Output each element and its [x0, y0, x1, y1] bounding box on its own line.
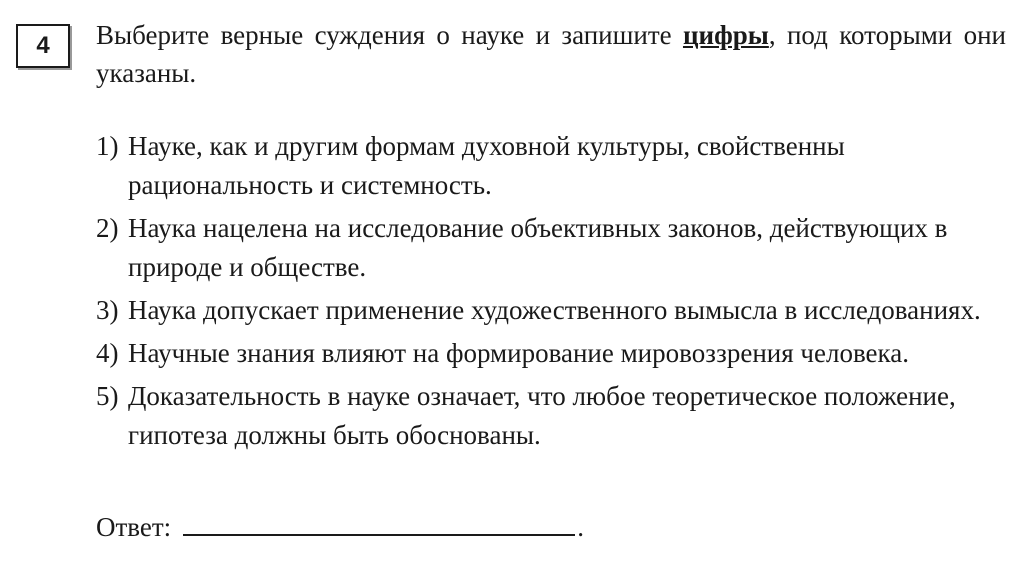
option-item-3 [96, 291, 1012, 330]
stem-text-before: Выберите верные суждения о науке и запишите [96, 20, 683, 50]
options-list [96, 127, 1012, 459]
question-number: 4 [36, 32, 50, 59]
option-text: Науке, как и другим формам духовной культуры, свойственны рациональность и системность. [128, 131, 845, 200]
stem-text-after: , под которыми они указаны. [96, 20, 1006, 88]
answer-row [96, 508, 584, 546]
answer-end-period: . [577, 512, 584, 542]
option-number: 1) [96, 131, 119, 161]
question-number-box [16, 24, 70, 68]
option-item-5 [96, 377, 1012, 455]
answer-blank-field[interactable] [183, 508, 575, 536]
stem-keyword: цифры [682, 20, 769, 50]
option-number: 3) [96, 295, 119, 325]
option-text: Наука нацелена на исследование объективных законов, действующих в природе и обществе. [128, 213, 948, 282]
answer-label: Ответ: [96, 512, 172, 542]
question-stem [96, 16, 1006, 92]
option-item-2 [96, 209, 1012, 287]
option-text: Наука допускает применение художественного вымысла в исследованиях. [128, 295, 981, 325]
option-number: 5) [96, 381, 119, 411]
option-number: 2) [96, 213, 119, 243]
option-text: Доказательность в науке означает, что любое теоретическое положение, гипотеза должны быть обоснованы. [128, 381, 956, 450]
option-text: Научные знания влияют на формирование мировоззрения человека. [128, 338, 909, 368]
option-item-1 [96, 127, 1012, 205]
option-number: 4) [96, 338, 119, 368]
option-item-4 [96, 334, 1012, 373]
